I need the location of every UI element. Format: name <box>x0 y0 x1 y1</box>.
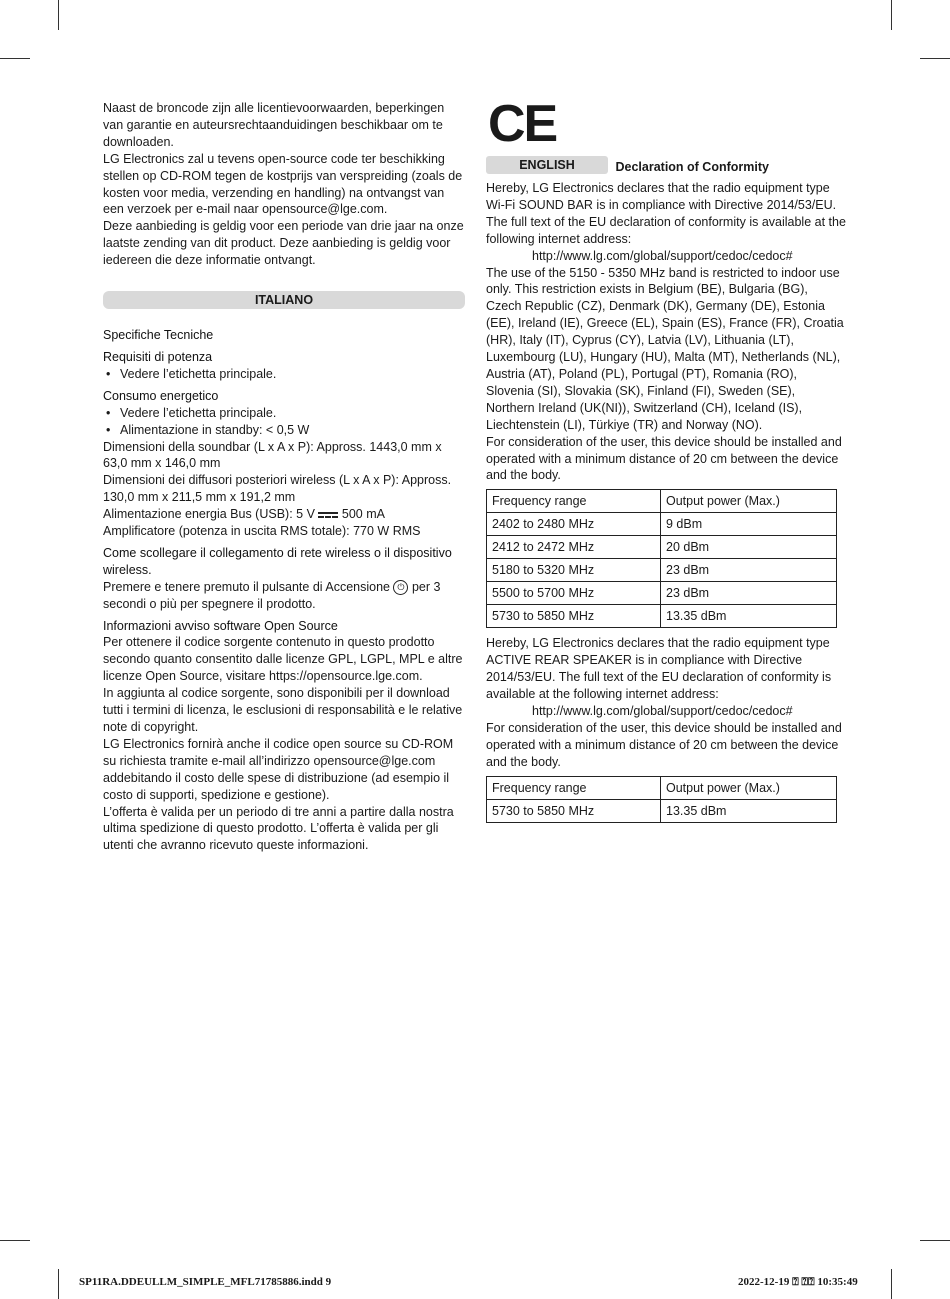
table-cell: 5180 to 5320 MHz <box>487 559 661 582</box>
table-cell: 23 dBm <box>661 582 837 605</box>
intro-paragraph: Naast de broncode zijn alle licentievoorwaarden, beperkingen van garantie en auteursrechtaanduidingen beschikbaar om te downloaden. <box>103 101 445 149</box>
power-icon: ⏻ <box>393 580 408 595</box>
table-cell: 23 dBm <box>661 559 837 582</box>
table-cell: 9 dBm <box>661 513 837 536</box>
declaration-url: http://www.lg.com/global/support/cedoc/cedoc# <box>532 703 793 718</box>
spec-line: Dimensioni dei diffusori posteriori wireless (L x A x P): Appross. 130,0 mm x 211,5 mm x 191,2 mm <box>103 473 452 505</box>
table-cell: 13.35 dBm <box>661 605 837 628</box>
table-cell: 20 dBm <box>661 536 837 559</box>
declaration-paragraph: Hereby, LG Electronics declares that the radio equipment type Wi-Fi SOUND BAR is in compliance with Directive 2014/53/EU. The full text of the EU declaration of conformity is available at the following internet address: <box>486 181 846 246</box>
section-label-italiano: ITALIANO <box>103 291 465 309</box>
crop-mark <box>0 1240 30 1241</box>
table-cell: 5730 to 5850 MHz <box>487 605 661 628</box>
distance-paragraph: For consideration of the user, this device should be installed and operated with a minimum distance of 20 cm between the device and the body. <box>486 720 842 769</box>
distance-paragraph: For consideration of the user, this device should be installed and operated with a minimum distance of 20 cm between the device and the body. <box>486 434 842 483</box>
footer-filename: SP11RA.DDEULLM_SIMPLE_MFL71785886.indd 9 <box>79 1276 332 1288</box>
usb-spec-suffix: 500 mA <box>341 507 385 522</box>
table-row <box>487 513 837 536</box>
table-cell: 5500 to 5700 MHz <box>487 582 661 605</box>
wireless-instruction <box>103 579 465 613</box>
table-row <box>487 799 837 822</box>
crop-mark <box>58 1269 59 1299</box>
frequency-table <box>486 776 837 823</box>
declaration-paragraph: Hereby, LG Electronics declares that the radio equipment type ACTIVE REAR SPEAKER is in compliance with Directive 2014/53/EU. The full text of the EU declaration of conformity is available at the following internet address: <box>486 636 832 702</box>
table-header-row <box>487 490 837 513</box>
oss-paragraph: Per ottenere il codice sorgente contenuto in questo prodotto secondo quanto consentito dalle licenze GPL, LGPL, MPL e altre licenze Open Source, visitare https://opensource.lge.com. <box>103 635 463 684</box>
intro-paragraph: Deze aanbieding is geldig voor een periode van drie jaar na onze laatste zending van dit product. Deze aanbieding is geldig voor iedereen die deze informatie ontvangt. <box>103 219 464 268</box>
wireless-prefix: Premere e tenere premuto il pulsante di <box>103 579 323 594</box>
wireless-heading: Come scollegare il collegamento di rete wireless o il dispositivo wireless. <box>103 545 452 577</box>
amp-spec-line: Amplificatore (potenza in uscita RMS totale): 770 W RMS <box>103 524 421 539</box>
right-column <box>486 95 846 830</box>
table-header-cell: Output power (Max.) <box>661 776 837 799</box>
oss-heading: Informazioni avviso software Open Source <box>103 618 338 633</box>
english-header <box>486 156 846 176</box>
power-req-heading: Requisiti di potenza <box>103 349 213 364</box>
section-label-english: ENGLISH <box>486 156 608 174</box>
declaration-url: http://www.lg.com/global/support/cedoc/cedoc# <box>532 248 793 263</box>
crop-mark <box>0 58 30 59</box>
oss-paragraph: L’offerta è valida per un periodo di tre anni a partire dalla nostra ultima spedizione di questo prodotto. L’offerta è valida per gli utenti che avranno ricevuto queste informazioni. <box>103 804 454 853</box>
wireless-suffix: per 3 secondi o più per spegnere il prodotto. <box>103 579 441 611</box>
table-row <box>487 605 837 628</box>
usb-spec-prefix: Alimentazione energia Bus (USB): 5 V <box>103 507 315 522</box>
table-row <box>487 582 837 605</box>
table-header-cell: Frequency range <box>487 776 661 799</box>
crop-mark <box>891 0 892 30</box>
ce-mark-logo: CE <box>488 95 557 153</box>
table-cell: 13.35 dBm <box>661 799 837 822</box>
left-column <box>103 100 465 854</box>
table-cell: 5730 to 5850 MHz <box>487 799 661 822</box>
table-header-cell: Frequency range <box>487 490 661 513</box>
oss-paragraph: In aggiunta al codice sorgente, sono disponibili per il download tutti i termini di licenza, le esclusioni di responsabilità e le relative note di copyright. <box>103 686 463 734</box>
table-header-row <box>487 776 837 799</box>
table-row <box>487 536 837 559</box>
bullet-item: • Vedere l’etichetta principale. <box>103 366 465 383</box>
dc-symbol-icon <box>318 511 338 519</box>
table-row <box>487 559 837 582</box>
crop-mark <box>920 58 950 59</box>
crop-mark <box>920 1240 950 1241</box>
table-cell: 2412 to 2472 MHz <box>487 536 661 559</box>
restriction-paragraph: The use of the 5150 - 5350 MHz band is restricted to indoor use only. This restriction exists in Belgium (BE), Bulgaria (BG), Czech Republic (CZ), Denmark (DK), Germany (DE), Estonia (EE), Ireland (IE), Greece (EL), Spain (ES), France (FR), Croatia (HR), Italy (IT), Cyprus (CY), Latvia (LV), Lithuania (LT), Luxembourg (LU), Hungary (HU), Malta (MT), Netherlands (NL), Austria (AT), Poland (PL), Portugal (PT), Romania (RO), Slovenia (SI), Slovakia (SK), Finland (FI), Sweden (SE), Northern Ireland (UK(NI)), Switzerland (CH), Iceland (IS), Liechtenstein (LI), Türkiye (TR) and Norway (NO). <box>486 265 844 432</box>
frequency-table <box>486 489 837 628</box>
declaration-title: Declaration of Conformity <box>615 160 769 174</box>
footer-timestamp: 2022-12-19 ⍰ ⍰⍰ 10:35:49 <box>738 1276 858 1288</box>
bullet-item: • Alimentazione in standby: < 0,5 W <box>103 422 465 439</box>
crop-mark <box>58 0 59 30</box>
usb-spec-line <box>103 506 465 523</box>
power-button-label: Accensione <box>325 579 390 594</box>
spec-heading: Specifiche Tecniche <box>103 328 214 343</box>
crop-mark <box>891 1269 892 1299</box>
table-cell: 2402 to 2480 MHz <box>487 513 661 536</box>
spec-line: Dimensioni della soundbar (L x A x P): Appross. 1443,0 mm x 63,0 mm x 146,0 mm <box>103 439 442 471</box>
bullet-item: • Vedere l’etichetta principale. <box>103 405 465 422</box>
table-header-cell: Output power (Max.) <box>661 490 837 513</box>
consumption-heading: Consumo energetico <box>103 388 219 403</box>
oss-paragraph: LG Electronics fornirà anche il codice open source su CD-ROM su richiesta tramite e-mail all’indirizzo opensource@lge.com addebitando il costo delle spese di distribuzione (ad esempio il costo di supporti, spedizione e gestione). <box>103 736 454 802</box>
intro-paragraph: LG Electronics zal u tevens open-source code ter beschikking stellen op CD-ROM tegen de kostprijs van verspreiding (zoals de kosten voor media, verzending en handling) na ontvangst van een verzoek per e-mail naar opensource@lge.com. <box>103 151 463 217</box>
